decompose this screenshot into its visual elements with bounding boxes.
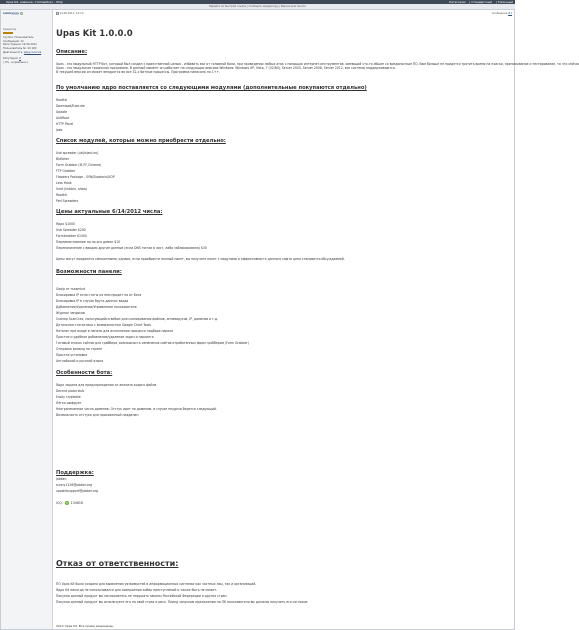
reputation-sub: ( 0% - нормально ) [3,60,29,64]
list-item: HTTP Panel [56,122,74,126]
list-item: Rootkit [56,193,67,197]
description-line: В текущей версии он может внедрятся во все 32-х битные процессы. Программа написана на C++. [56,70,221,75]
post-date-text: 14.06.2012, 10:14 [59,12,84,15]
post-header [56,12,512,16]
list-item: Update [56,110,68,114]
description-text [56,62,579,75]
icq-label: ICQ: [56,501,63,505]
list-item: Неограниченное число доменов. Отстук идет по доменам, в случае неудачи берется следующий. [56,407,217,411]
disclaimer-line: Покупая данный продукт вы используете его на свой страх и риск. Перед запуском приложения на ПК пользователя вы должны получить его согласие. [56,600,309,604]
author-registered: Регистрация: 19.09.2012 [3,43,37,47]
description-line: Upas - это модульный HTTP бот, который был создан с единственной целью - избавить вас от головной боли, при проведении любых атак с помощью интернет-инструментов, имеющий что-то общее со вредоносным ПО, Вам больше не придется тратить время на поиски, прописывание и тестирование, то что сейчас [56,62,579,66]
list-item: Блокировка IP если стоты на нем придет на от бота [56,293,142,297]
list-item: Flooders Package - SYN/Slowloris/UDP [56,175,115,179]
list-item: Возможность отстука для прокованный подделан [56,413,139,417]
post-number-label: Сообщение [491,12,508,15]
post-number [492,12,512,15]
list-item: Готовый список сайтов для граббера, возможность изменения сайтов отработанных форм граббером (Form Grabber) [56,341,249,345]
author-custom-title: Кредитор [3,27,17,31]
list-item: Decent pload stub [56,389,85,393]
disclaimer-line: Покупая данный продукт вы соглашаетесь не нарушать законы Российской Федерации и других стран. [56,594,228,598]
disclaimer-heading: Отказ от ответственности: [56,559,179,568]
list-item: Less Hook [56,181,72,185]
post-title: Upas Kit 1.0.0.0 [56,29,133,39]
support-list [56,476,512,494]
reputation-value[interactable]: 0 [19,57,21,61]
icq-flower-icon [65,501,69,505]
description-line: Upas - это модульная троянская программа. В данный момент он работает на следующих версиях Windows: Windows XP, Vista, 7 (32/64), Server 2003, Server 2008, Server 2012, все системы поддерживаются. [56,66,396,71]
list-item: Bidlicker [56,157,70,161]
panel-features-list [56,286,512,364]
prices-note-text: Цены могут продаются смешанными, однако, если приобрести полный пакет, вы получите пакет с модулями и оффективность данного софта цена становится обсуждаемой. [56,257,345,261]
default-modules-list [56,97,512,133]
list-item: Блокировка IP в случае брута данных входа [56,299,129,303]
price-item: Ядро $1000 [56,222,75,226]
view-link-typical[interactable]: | Типичный [495,0,513,4]
list-item: Ядро защита для предупреждения от анализа кодого файла [56,383,157,387]
description-heading: Описание: [56,49,88,55]
default-modules-heading: По умолчанию ядро поставляется со следующими модулями (дополнительные покупаются отдельно) [56,85,367,91]
icq-contact [56,501,83,505]
buy-modules-heading: Список модулей, которые можно приобрести отдельно: [56,138,226,144]
support-heading: Поддержка: [56,470,94,476]
list-item: Geoip от maxmind [56,287,86,291]
prices-heading: Цены актуальные 6/14/2012 числа: [56,209,163,215]
author-sidebar [1,10,53,629]
list-item: Easily crypteble [56,395,81,399]
list-item: Журнал запросов [56,311,85,315]
author-user-no: Пользователь №: 44 160 [3,46,37,50]
prices-list [56,221,512,251]
view-link-categories[interactable]: Категории [449,0,466,4]
list-item: Каталог при входе в панель для исполнения процесса подбора пароля [56,329,174,333]
support-line: Jabber: [56,477,67,481]
bot-features-heading: Особенности бота: [56,370,113,376]
support-line: sunny1126@jabber.org [56,483,92,487]
post-number-link[interactable]: #1 [508,12,512,15]
disclaimer-line: ПО Upas Kit было создано для выявления уязвимостей в информационных системах как частных лиц, так и организаций. [56,582,257,586]
activity-label: Деятельность: [3,50,24,54]
breadcrumb[interactable]: Upas Kit, новинка - Гиппербокс - Ufop [6,0,63,4]
activity-link[interactable]: вирусология [23,50,42,54]
disclaimer-line: Ядро Kit никогда не использовался для совершения кибер преступлений и также быть не может. [56,588,218,592]
list-item: Ped Spreaders [56,199,79,203]
post-date [56,12,83,15]
list-item: Download/Execute [56,104,85,108]
author-group: Группа: Пользователь [3,36,34,40]
price-item: Перенапиление с вводом другие данные (если DNS тоrгав в лист, либо заблокирована) $30 [56,246,207,250]
list-item: Английский и русский языки [56,359,104,363]
copyright-text: 2012 Upas Kit. Все права защищены. [56,624,114,628]
list-item: Добавление/Удаление/Управление пользователя [56,305,137,309]
buy-modules-list [56,150,512,204]
list-item: Form Grabber (IE,FF,Chrome) [56,163,102,167]
disclaimer-text [56,581,512,605]
rank-bar-icon [3,32,13,35]
list-item: Лёгко шифрует [56,401,82,405]
view-link-standard[interactable]: | Стандартный [469,0,492,4]
post-icon [56,12,59,15]
topic-options-text[interactable]: Перейти по быстрой ссылке | Сообщить модератору | Версия для печати [208,5,307,8]
prices-note [56,256,512,262]
online-status-icon [20,12,23,15]
price-item: Formbrabber $1000 [56,234,87,238]
price-item: Переиментование на по-ого домен $10 [56,240,121,244]
list-item: Rootkit [56,98,67,102]
list-item: Vnet (hidden, show) [56,187,88,191]
author-username[interactable]: sunnyyyy [3,11,20,15]
support-line: upaskitsupport@jabber.org [56,489,98,493]
post-content [54,10,579,629]
price-item: Usb Spreader $200 [56,228,86,232]
list-item: Сканер ScanCrex, пользующийся вебом для сканирования файлов, антивирусов, IP, доменов и т.д. [56,317,218,321]
reputation-label: Репутация: [3,57,19,61]
list-item: Простое и удобное добавление/удаление задач и парсинга [56,335,154,339]
bot-features-list [56,382,512,418]
list-item: Отправка команд по стране [56,347,103,351]
list-item: AntiRoot [56,116,70,120]
forum-post [0,10,579,630]
list-item: FTP Grabber [56,169,76,173]
list-item: Детальная статистика с возможностью Google Chart Tools [56,323,151,327]
author-name-row [3,12,50,16]
author-posts: Сообщений: 12 [3,39,24,43]
list-item: Простая установка [56,353,88,357]
list-item: Usb spreader (ub)Inject.ex] [56,151,99,155]
panel-features-heading: Возможности панели: [56,269,122,275]
list-item: Jabs [56,128,63,132]
icq-number: 134616 [70,501,83,505]
author-activity [3,51,50,55]
